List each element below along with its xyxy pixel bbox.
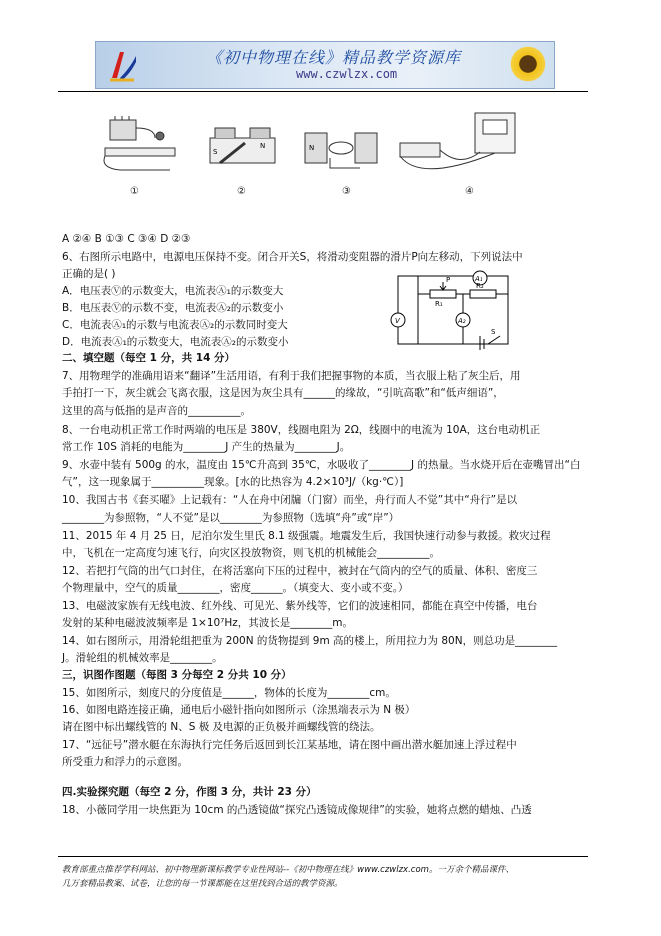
q12-line-2: 个物理量中，空气的质量________，密度______。（填变大、变小或不变。） bbox=[62, 582, 409, 594]
q8-line-2: 常工作 10S 消耗的电能为________J 产生的热量为________J。 bbox=[62, 441, 351, 453]
q7-line-3: 这里的高与低指的是声音的__________。 bbox=[62, 405, 251, 417]
q6-option-d: D．电流表Ⓐ₁的示数变大，电流表Ⓐ₂的示数变小 bbox=[62, 336, 289, 348]
switch-s-label: S bbox=[491, 328, 496, 336]
q11-line-1: 11、2015 年 4 月 25 日，尼泊尔发生里氏 8.1 级强震。地震发生后，我国快速行动参与救援。救灾过程 bbox=[62, 530, 551, 542]
svg-text:N: N bbox=[260, 142, 266, 150]
q6-stem-1: 6、右图所示电路中，电源电压保持不变。闭合开关S，将滑动变阻器的滑片P向左移动，下列说法中 bbox=[62, 251, 523, 263]
q6-stem-2: 正确的是( ) bbox=[62, 268, 116, 280]
q14-line-1: 14、如右图所示，用滑轮组把重为 200N 的货物提到 9m 高的楼上，所用拉力为 80N，则总功是________ bbox=[62, 635, 558, 647]
banner-title: 《初中物理在线》精品教学资源库 bbox=[206, 48, 462, 67]
q12-line-1: 12、若把打气筒的出气口封住，在将活塞向下压的过程中，被封在气筒内的空气的质量、体积、密度三 bbox=[62, 565, 538, 577]
q10-line-1: 10、我国古书《套买曜》上记载有：“人在舟中闭牖（门窗）而坐，舟行而人不觉”其中“舟行”是以 bbox=[62, 494, 518, 506]
q11-line-2: 中，飞机在一定高度匀速飞行，向灾区投放物资，则飞机的机械能会__________。 bbox=[62, 547, 440, 559]
svg-text:N: N bbox=[309, 144, 315, 152]
section-4-heading: 四.实验探究题（每空 2 分，作图 3 分，共计 23 分） bbox=[62, 786, 317, 798]
q13-line-1: 13、电磁波家族有无线电波、红外线、可见光、紫外线等，它们的波速相同，都能在真空中传播，电台 bbox=[62, 600, 538, 612]
ammeter-a1-label: A₁ bbox=[475, 275, 483, 283]
q5-options: A ②④ B ①③ C ③④ D ②③ bbox=[62, 233, 191, 245]
q9-line-1: 9、水壶中装有 500g 的水，温度由 15℃升高到 35℃，水吸收了________J 的热量。当水烧开后在壶嘴冒出“白 bbox=[62, 459, 581, 471]
banner-url: www.czwlzx.com bbox=[296, 67, 398, 81]
figure-2-magnet bbox=[210, 128, 275, 163]
q15-line: 15、如图所示，刻度尺的分度值是______，物体的长度为________cm。 bbox=[62, 687, 396, 699]
q6-option-c: C．电流表Ⓐ₁的示数与电流表Ⓐ₂的示数同时变大 bbox=[62, 319, 288, 331]
q16-line-1: 16、如图电路连接正确，通电后小磁针指向如图所示（涂黑端表示为 N 极） bbox=[62, 704, 416, 716]
figure-label-3: ③ bbox=[342, 186, 351, 197]
header-rule bbox=[58, 91, 588, 92]
q7-line-2: 手拍打一下，灰尘就会飞离衣服，这是因为灰尘具有______的缘故，“引吭高歌”和“低声细语”， bbox=[62, 387, 504, 399]
q17-line-1: 17、“远征号”潜水艇在东海执行完任务后返回到长江某基地，请在图中画出潜水艇加速上浮过程中 bbox=[62, 739, 517, 751]
header-banner bbox=[95, 41, 555, 89]
footer-line-2: 几万套精品教案、试卷，让您的每一节课都能在这里找到合适的教学资源。 bbox=[62, 879, 343, 889]
q18-line-1: 18、小薇同学用一块焦距为 10cm 的凸透镜做“探究凸透镜成像规律”的实验，她将点燃的蜡烛、凸透 bbox=[62, 804, 532, 816]
section-3-heading: 三，识图作图题（每图 3 分每空 2 分共 10 分） bbox=[62, 669, 292, 681]
figure-4-meter bbox=[400, 113, 515, 169]
voltmeter-label: V bbox=[395, 317, 400, 325]
q6-option-b: B．电压表Ⓥ的示数不变，电流表Ⓐ₂的示数变小 bbox=[62, 302, 284, 314]
experiment-figures bbox=[100, 108, 540, 203]
footer-line-1: 教育部重点推荐学科网站、初中物理新课标教学专业性网站--《初中物理在线》www.czwlzx.com。一万余个精品课件、 bbox=[62, 865, 514, 875]
q8-line-1: 8、一台电动机正常工作时两端的电压是 380V，线圈电阻为 2Ω，线圈中的电流为 10A，这台电动机正 bbox=[62, 424, 541, 436]
svg-text:S: S bbox=[213, 148, 218, 156]
q13-line-2: 发射的某种电磁波波频率是 1×10⁷Hz，其波长是________m。 bbox=[62, 617, 354, 629]
q10-line-2: ________为参照物，“人不觉”是以________为参照物（选填“舟”或“岸”） bbox=[62, 512, 400, 524]
figure-1-battery-circuit bbox=[104, 116, 175, 170]
q6-option-a: A．电压表Ⓥ的示数变大，电流表Ⓐ₁的示数变大 bbox=[62, 285, 284, 297]
r1-label: R₁ bbox=[435, 300, 443, 308]
q16-line-2: 请在图中标出螺线管的 N、S 极 及电源的正负极并画螺线管的绕法。 bbox=[62, 721, 381, 733]
figure-label-1: ① bbox=[130, 186, 139, 197]
slider-p-label: P bbox=[446, 276, 451, 284]
figure-3-coil bbox=[305, 133, 377, 168]
q7-line-1: 7、用物理学的准确用语来“翻译”生活用语，有利于我们把握事物的本质，当衣服上粘了灰尘后，用 bbox=[62, 370, 521, 382]
q6-circuit-diagram bbox=[388, 268, 523, 350]
site-logo-icon bbox=[108, 48, 138, 82]
q17-line-2: 所受重力和浮力的示意图。 bbox=[62, 756, 188, 768]
sunflower-icon bbox=[508, 44, 548, 84]
footer-rule bbox=[58, 856, 588, 857]
q9-line-2: 气”，这一现象属于__________现象。[水的比热容为 4.2×10³J/（kg·℃）] bbox=[62, 476, 404, 488]
figure-label-4: ④ bbox=[465, 186, 474, 197]
figure-label-2: ② bbox=[237, 186, 246, 197]
section-2-heading: 二、填空题（每空 1 分，共 14 分） bbox=[62, 352, 236, 364]
r2-label: R₂ bbox=[476, 282, 484, 290]
q14-line-2: J。滑轮组的机械效率是________。 bbox=[62, 652, 223, 664]
ammeter-a2-label: A₂ bbox=[458, 317, 466, 325]
